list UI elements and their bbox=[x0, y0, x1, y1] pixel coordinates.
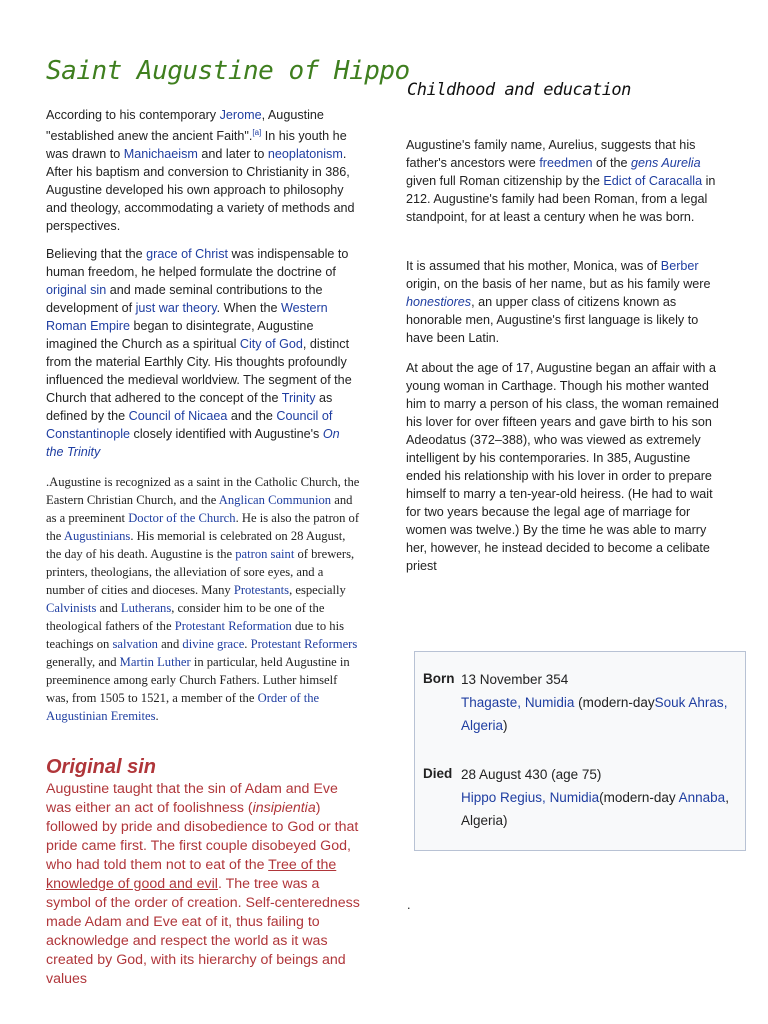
text: ) followed by pride and disobedience to God or that pride came first. The first couple disobeyed God, who had told them not to eat of the bbox=[46, 800, 359, 873]
text: and bbox=[96, 601, 121, 615]
text: . After his baptism and conversion to Christianity in 386, Augustine developed his own approach to philosophy and theology, accommodating a variety of methods and perspectives. bbox=[46, 147, 355, 234]
text: . His memorial is celebrated on 28 August, the day of his death. Augustine is the bbox=[46, 529, 346, 561]
intro-paragraph bbox=[46, 106, 360, 235]
text: and as a preeminent bbox=[46, 493, 353, 525]
text: and bbox=[157, 637, 183, 651]
text: in 212. Augustine's family had been Roman, from a legal standpoint, for at least a century when he was born. bbox=[406, 174, 716, 224]
separator: , bbox=[723, 695, 728, 710]
link-manichaeism[interactable]: Manichaeism bbox=[123, 147, 198, 162]
link-jerome[interactable]: Jerome bbox=[219, 108, 262, 122]
text: . bbox=[155, 709, 159, 723]
link-original-sin[interactable]: original sin bbox=[46, 283, 107, 297]
link-salvation[interactable]: salvation bbox=[112, 637, 158, 651]
text: of brewers, printers, theologians, the alleviation of sore eyes, and a number of cities and dioceses. Many bbox=[46, 547, 355, 597]
text-italic: insipientia bbox=[252, 800, 316, 816]
link-gens-aurelia[interactable]: gens Aurelia bbox=[631, 156, 701, 170]
family-paragraph bbox=[406, 136, 724, 226]
link-thagaste[interactable]: Thagaste bbox=[461, 695, 518, 710]
link-protestant-reformers[interactable]: Protestant Reformers bbox=[250, 637, 358, 651]
link-just-war-theory[interactable]: just war theory bbox=[135, 301, 217, 315]
died-label: Died bbox=[423, 766, 453, 781]
footnote-link[interactable]: [a] bbox=[252, 128, 262, 137]
infobox bbox=[414, 651, 746, 851]
text: , Augustine "established anew the ancient Faith". bbox=[46, 108, 324, 144]
text: .Augustine is recognized as a saint in the Catholic Church, the Eastern Christian Church, and the bbox=[46, 475, 360, 507]
link-grace-of-christ[interactable]: grace of Christ bbox=[146, 247, 229, 261]
text: Believing that the bbox=[46, 247, 147, 261]
text: in particular, held Augustine in preeminence among early Church Fathers. Luther himself was, from 1505 to 1521, a member of the bbox=[46, 655, 350, 705]
link-western-roman-empire[interactable]: Western Roman Empire bbox=[46, 301, 328, 333]
text: origin, on the basis of her name, but as his family were bbox=[406, 277, 711, 291]
original-sin-heading: Original sin bbox=[46, 756, 157, 778]
text: (modern-day bbox=[574, 695, 655, 710]
text: , Algeria) bbox=[461, 790, 729, 828]
link-patron-saint[interactable]: patron saint bbox=[235, 547, 295, 561]
text: Augustine's family name, Aurelius, suggests that his father's ancestors were bbox=[406, 138, 696, 170]
link-council-of-constantinople[interactable]: Council of Constantinople bbox=[46, 409, 333, 441]
died-date: 28 August 430 (age 75) bbox=[461, 767, 602, 782]
text: , consider him to be one of the theological fathers of the bbox=[46, 601, 325, 633]
link-divine-grace[interactable]: divine grace bbox=[182, 637, 245, 651]
link-souk-ahras[interactable]: Souk Ahras bbox=[654, 695, 724, 710]
saint-paragraph bbox=[46, 473, 360, 725]
text: generally, and bbox=[46, 655, 120, 669]
link-augustinians[interactable]: Augustinians bbox=[63, 529, 131, 543]
affair-paragraph: At about the age of 17, Augustine began an affair with a young woman in Carthage. Though his mother wanted him to marry a person of his class, the woman remained his lover for over fifteen years and gave birth to his son Adeodatus (372–388), who was viewed as extremely intelligent by his contemporaries. In 385, Augustine ended his relationship with his lover in order to prepare himself to marry a ten-year-old heiress. (He had to wait for two years because the legal age of marriage for women was twelve.) By the time he was able to marry her, however, he instead decided to become a celibate priest bbox=[406, 361, 719, 573]
link-numidia[interactable]: Numidia bbox=[549, 790, 600, 805]
link-lutherans[interactable]: Lutherans bbox=[120, 601, 172, 615]
text: , an upper class of citizens known as honorable men, Augustine's first language is likely to have been Latin. bbox=[406, 295, 699, 345]
text: (modern-day bbox=[599, 790, 679, 805]
text: . bbox=[244, 637, 251, 651]
died-value bbox=[461, 763, 743, 832]
text: closely identified with Augustine's bbox=[130, 427, 323, 441]
link-neoplatonism[interactable]: neoplatonism bbox=[267, 147, 343, 162]
text: , distinct from the material Earthly City. His thoughts profoundly influenced the medieval worldview. The segment of the Church that adhered to the concept of the bbox=[46, 337, 352, 405]
born-label: Born bbox=[423, 671, 455, 686]
text: and later to bbox=[197, 147, 268, 162]
link-doctor-of-the-church[interactable]: Doctor of the Church bbox=[128, 511, 236, 525]
link-annaba[interactable]: Annaba bbox=[678, 790, 726, 805]
link-martin-luther[interactable]: Martin Luther bbox=[119, 655, 191, 669]
link-calvinists[interactable]: Calvinists bbox=[46, 601, 97, 615]
text: began to disintegrate, Augustine imagined the Church as a spiritual bbox=[46, 319, 314, 351]
link-honestiores[interactable]: honestiores bbox=[406, 295, 472, 309]
born-place bbox=[461, 691, 743, 737]
link-augustinian-eremites[interactable]: Order of the Augustinian Eremites bbox=[46, 691, 320, 723]
text: According to his contemporary bbox=[46, 108, 220, 122]
text: . When the bbox=[216, 301, 281, 315]
grace-paragraph bbox=[46, 245, 360, 461]
link-freedmen[interactable]: freedmen bbox=[539, 156, 593, 170]
link-trinity[interactable]: Trinity bbox=[281, 391, 316, 405]
born-value bbox=[461, 668, 743, 737]
link-berber[interactable]: Berber bbox=[660, 259, 699, 273]
separator: , bbox=[542, 790, 550, 805]
link-protestants[interactable]: Protestants bbox=[233, 583, 290, 597]
text: It is assumed that his mother, Monica, was of bbox=[406, 259, 661, 273]
separator: , bbox=[517, 695, 525, 710]
link-protestant-reformation[interactable]: Protestant Reformation bbox=[174, 619, 292, 633]
text: given full Roman citizenship by the bbox=[406, 174, 604, 188]
link-anglican-communion[interactable]: Anglican Communion bbox=[218, 493, 332, 507]
link-on-the-trinity[interactable]: On the Trinity bbox=[46, 427, 340, 459]
link-tree-of-knowledge[interactable]: Tree of the knowledge of good and evil bbox=[46, 857, 337, 892]
link-council-of-nicaea[interactable]: Council of Nicaea bbox=[128, 409, 228, 423]
text: and made seminal contributions to the development of bbox=[46, 283, 323, 315]
original-sin-paragraph bbox=[46, 780, 364, 989]
stray-dot: . bbox=[407, 898, 411, 912]
text: due to his teachings on bbox=[46, 619, 344, 651]
link-hippo-regius[interactable]: Hippo Regius bbox=[461, 790, 543, 805]
childhood-heading: Childhood and education bbox=[407, 80, 631, 100]
link-edict-of-caracalla[interactable]: Edict of Caracalla bbox=[603, 174, 703, 188]
text: ) bbox=[503, 718, 508, 733]
text: and the bbox=[227, 409, 277, 423]
text: was indispensable to human freedom, he helped formulate the doctrine of bbox=[46, 247, 349, 279]
link-city-of-god[interactable]: City of God bbox=[239, 337, 303, 351]
mother-paragraph bbox=[406, 257, 724, 347]
text: Augustine taught that the sin of Adam and Eve was either an act of foolishness ( bbox=[46, 781, 338, 816]
text: of the bbox=[592, 156, 632, 170]
died-place bbox=[461, 786, 743, 832]
text: In his youth he was drawn to bbox=[46, 129, 347, 162]
born-date: 13 November 354 bbox=[461, 672, 569, 687]
text: . He is also the patron of the bbox=[46, 511, 360, 543]
text: , especially bbox=[289, 583, 346, 597]
link-numidia[interactable]: Numidia bbox=[524, 695, 575, 710]
text: as defined by the bbox=[46, 391, 333, 423]
link-algeria[interactable]: Algeria bbox=[461, 718, 504, 733]
text: . The tree was a symbol of the order of creation. Self-centeredness made Adam and Eve eat of it, thus failing to acknowledge and respect the world as it was created by God, with its hierarchy of beings and values bbox=[46, 876, 360, 987]
page-title: Saint Augustine of Hippo bbox=[46, 56, 410, 86]
